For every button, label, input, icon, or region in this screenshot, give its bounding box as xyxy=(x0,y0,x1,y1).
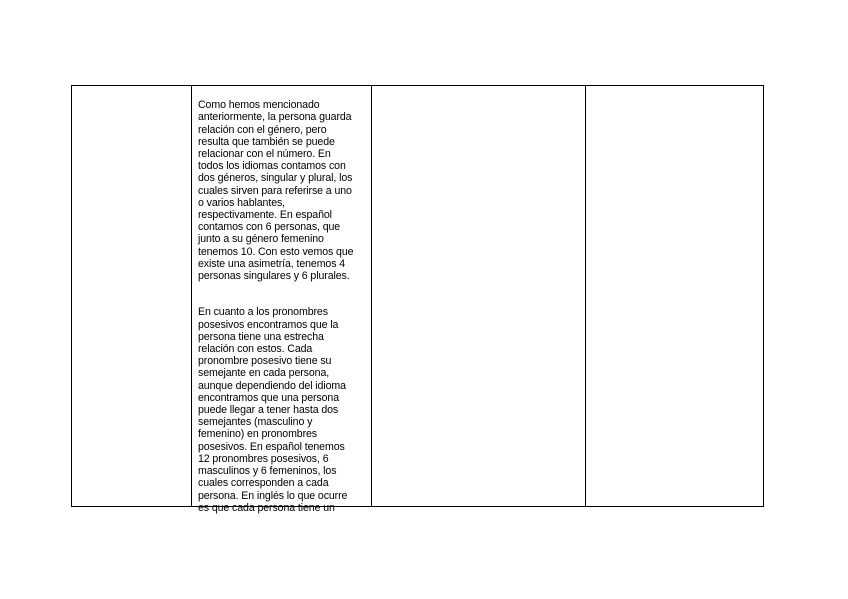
table-cell-column-3 xyxy=(372,86,586,506)
cell-text-column-2 xyxy=(198,87,368,526)
table-cell-column-1 xyxy=(72,86,192,506)
paragraph-persona-genero-numero: Como hemos mencionado anteriormente, la persona guarda relación con el género, pero resulta que también se puede relacionar con el número. En todos los idiomas contamos con dos géneros, singular y plural, los cuales sirven para referirse a uno o varios hablantes, respectivamente. En español contamos con 6 personas, que junto a su género femenino tenemos 10. Con esto vemos que existe una asimetría, tenemos 4 personas singulares y 6 plurales. xyxy=(198,99,354,283)
paragraph-pronombres-posesivos: En cuanto a los pronombres posesivos encontramos que la persona tiene una estrecha relación con estos. Cada pronombre posesivo tiene su semejante en cada persona, aunque dependiendo del idioma encontramos que una persona puede llegar a tener hasta dos semejantes (masculino y femenino) en pronombres posesivos. En español tenemos 12 pronombres posesivos, 6 masculinos y 6 femeninos, los cuales corresponden a cada persona. En inglés lo que ocurre es que cada persona tiene un xyxy=(198,306,348,514)
table-cell-column-4 xyxy=(586,86,763,506)
content-table xyxy=(71,85,764,514)
table-cell-column-2 xyxy=(192,86,372,514)
